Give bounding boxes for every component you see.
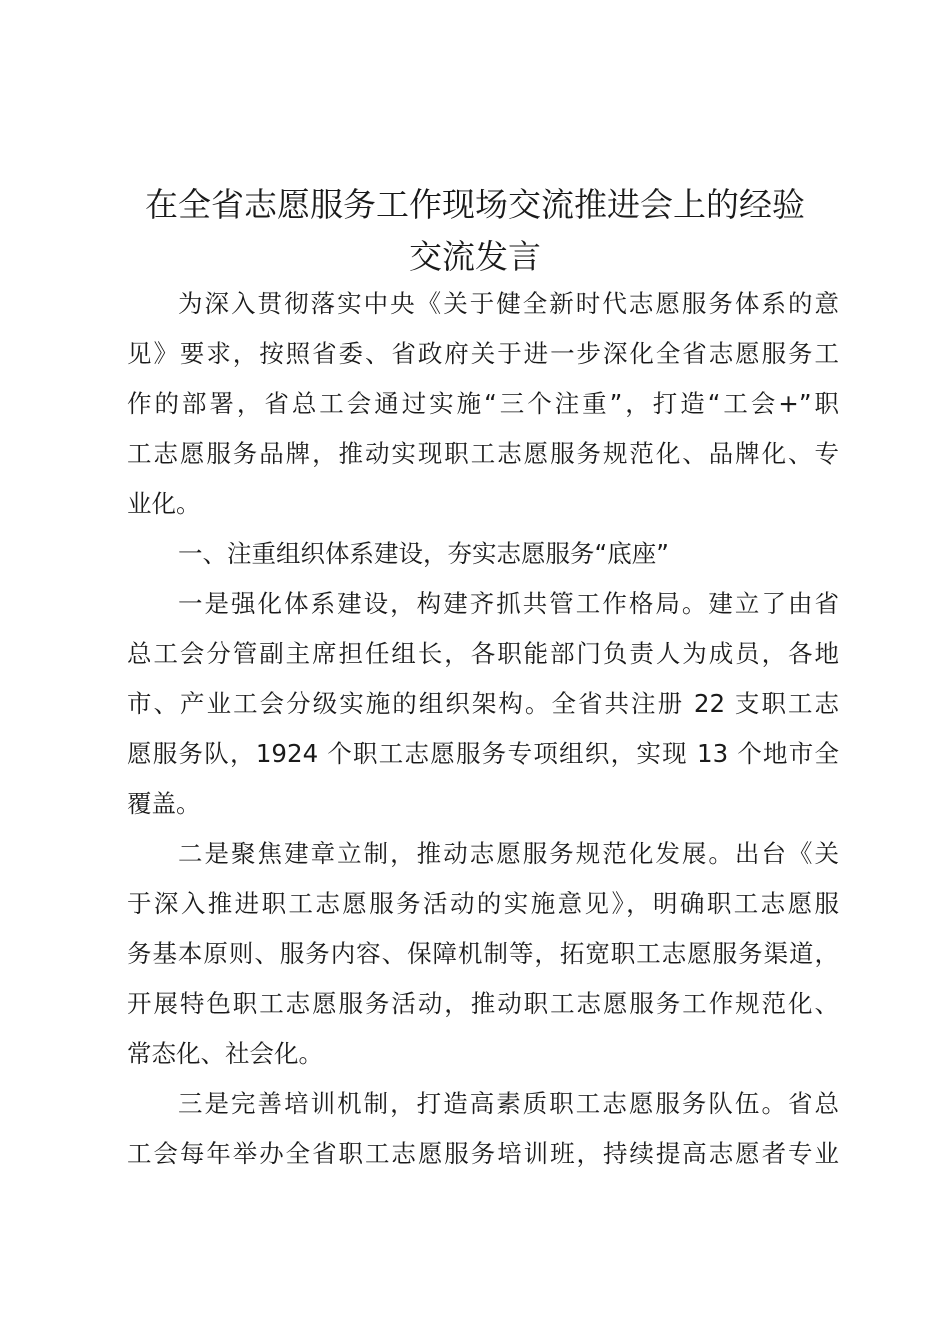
- document-title-line-1: 在全省志愿服务工作现场交流推进会上的经验: [145, 185, 805, 224]
- paragraph-line: 三是完善培训机制，打造高素质职工志愿服务队伍。省总: [178, 1089, 839, 1118]
- paragraph-line: 二是聚焦建章立制，推动志愿服务规范化发展。出台《关: [178, 839, 839, 868]
- paragraph-line: 工会每年举办全省职工志愿服务培训班，持续提高志愿者专业: [127, 1139, 839, 1168]
- paragraph-line: 工志愿服务品牌，推动实现职工志愿服务规范化、品牌化、专: [127, 439, 839, 468]
- paragraph-line: 业化。: [127, 489, 201, 518]
- paragraph-line: 开展特色职工志愿服务活动，推动职工志愿服务工作规范化、: [127, 989, 839, 1018]
- paragraph-line: 作的部署，省总工会通过实施“三个注重”，打造“工会+”职: [127, 389, 839, 418]
- paragraph-line: 于深入推进职工志愿服务活动的实施意见》，明确职工志愿服: [127, 889, 839, 918]
- document-title-line-2: 交流发言: [409, 237, 541, 276]
- paragraph-line: 务基本原则、服务内容、保障机制等，拓宽职工志愿服务渠道，: [127, 939, 839, 968]
- paragraph-line: 见》要求，按照省委、省政府关于进一步深化全省志愿服务工: [127, 339, 839, 368]
- paragraph-line: 市、产业工会分级实施的组织架构。全省共注册 22 支职工志: [127, 689, 839, 718]
- paragraph-line: 愿服务队，1924 个职工志愿服务专项组织，实现 13 个地市全: [127, 739, 839, 768]
- paragraph-line: 为深入贯彻落实中央《关于健全新时代志愿服务体系的意: [178, 289, 839, 318]
- paragraph-line: 一是强化体系建设，构建齐抓共管工作格局。建立了由省: [178, 589, 839, 618]
- paragraph-line: 覆盖。: [127, 789, 201, 818]
- paragraph-line: 总工会分管副主席担任组长，各职能部门负责人为成员，各地: [127, 639, 839, 668]
- paragraph-line: 常态化、社会化。: [127, 1039, 323, 1068]
- section-heading: 一、注重组织体系建设，夯实志愿服务“底座”: [178, 539, 669, 568]
